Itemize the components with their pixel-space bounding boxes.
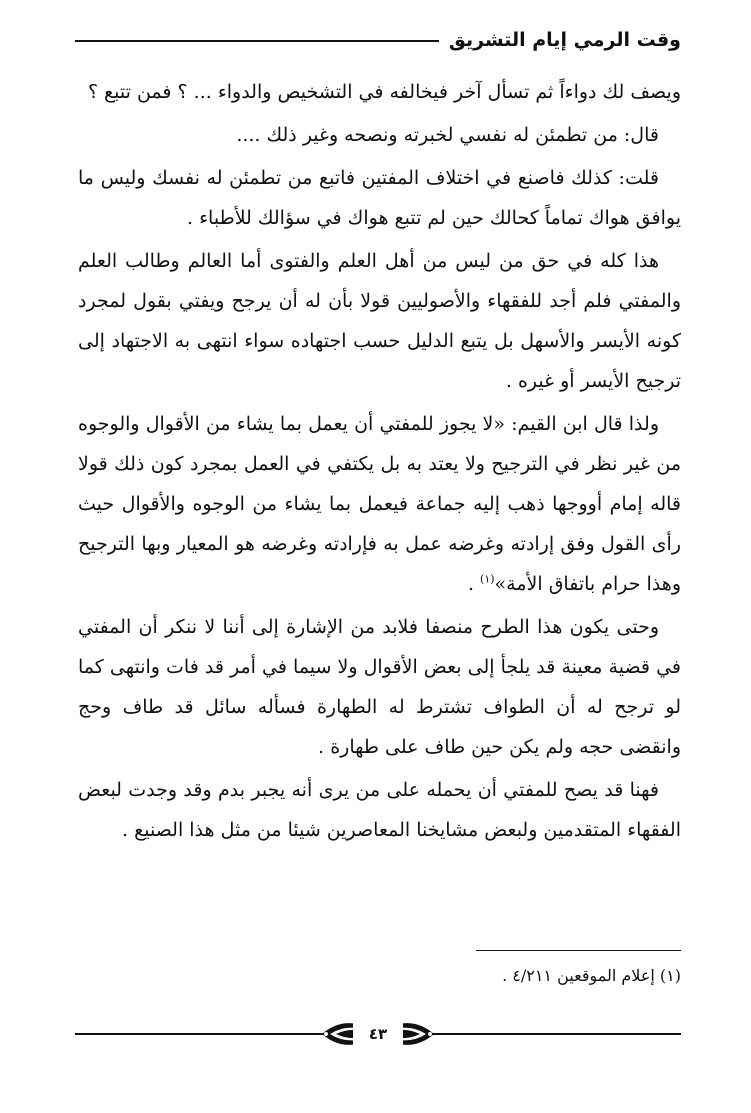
page-header bbox=[75, 22, 681, 62]
paragraph: هذا كله في حق من ليس من أهل العلم والفتوى أما العالم وطالب العلم والمفتي فلم أجد للفقهاء والأصوليين قولا بأن له أن يرجح ويفتي بقول لمجرد كونه الأيسر والأسهل بل يتبع الدليل حسب اجتهاده سواء انتهى به الاجتهاد إلى ترجيح الأيسر أو غيره . bbox=[78, 250, 681, 392]
page-number: ٤٣ bbox=[353, 1023, 403, 1045]
page-footer bbox=[75, 1018, 681, 1050]
paragraph: قال: من تطمئن له نفسي لخبرته ونصحه وغير ذلك .... bbox=[236, 124, 659, 146]
paragraph-with-note bbox=[78, 404, 681, 604]
note-reference-tail: . bbox=[467, 573, 481, 595]
note-reference: (١) bbox=[480, 572, 495, 586]
quotation-text: ولذا قال ابن القيم: «لا يجوز للمفتي أن يعمل بما يشاء من الأقوال والوجوه من غير نظر في الترجيح ولا يعتد به بل يكتفي في العمل بمجرد كون ذلك قولا قاله إمام أووجها ذهب إليه جماعة فيعمل بما يشاء من الوجوه والأقوال حيث رأى القول وفق إرادته وغرضه عمل به فإرادته وغرضه هو المعيار وبها الترجيح وهذا حرام باتفاق الأمة» bbox=[78, 413, 681, 595]
main-text bbox=[78, 72, 681, 850]
running-title: وقت الرمي إيام التشريق bbox=[439, 22, 681, 58]
paragraph: وحتى يكون هذا الطرح منصفا فلابد من الإشارة إلى أننا لا ننكر أن المفتي في قضية معينة قد يلجأ إلى بعض الأقوال ولا سيما في أمر قد فات وانتهى كما لو ترجح له أن الطواف تشترط له الطهارة فسأله سائل قد طاف وحج وانقضى حجه ولم يكن حين طاف على طهارة . bbox=[78, 616, 681, 758]
paragraph: فهنا قد يصح للمفتي أن يحمله على من يرى أنه يجبر بدم وقد وجدت لبعض الفقهاء المتقدمين ولبعض مشايخنا المعاصرين شيئا من مثل هذا الصنيع . bbox=[78, 779, 681, 841]
footnote: (١) إعلام الموقعين ٤/٢١١ . bbox=[502, 966, 681, 985]
footnote-separator bbox=[476, 950, 681, 951]
paragraph: ويصف لك دواءاً ثم تسأل آخر فيخالفه في التشخيص والدواء ... ؟ فمن تتبع ؟ bbox=[87, 81, 681, 103]
paragraph: قلت: كذلك فاصنع في اختلاف المفتين فاتبع من تطمئن له نفسك وليس ما يوافق هواك تماماً كحالك حين لم تتبع هواك في سؤالك للأطباء . bbox=[78, 167, 681, 229]
